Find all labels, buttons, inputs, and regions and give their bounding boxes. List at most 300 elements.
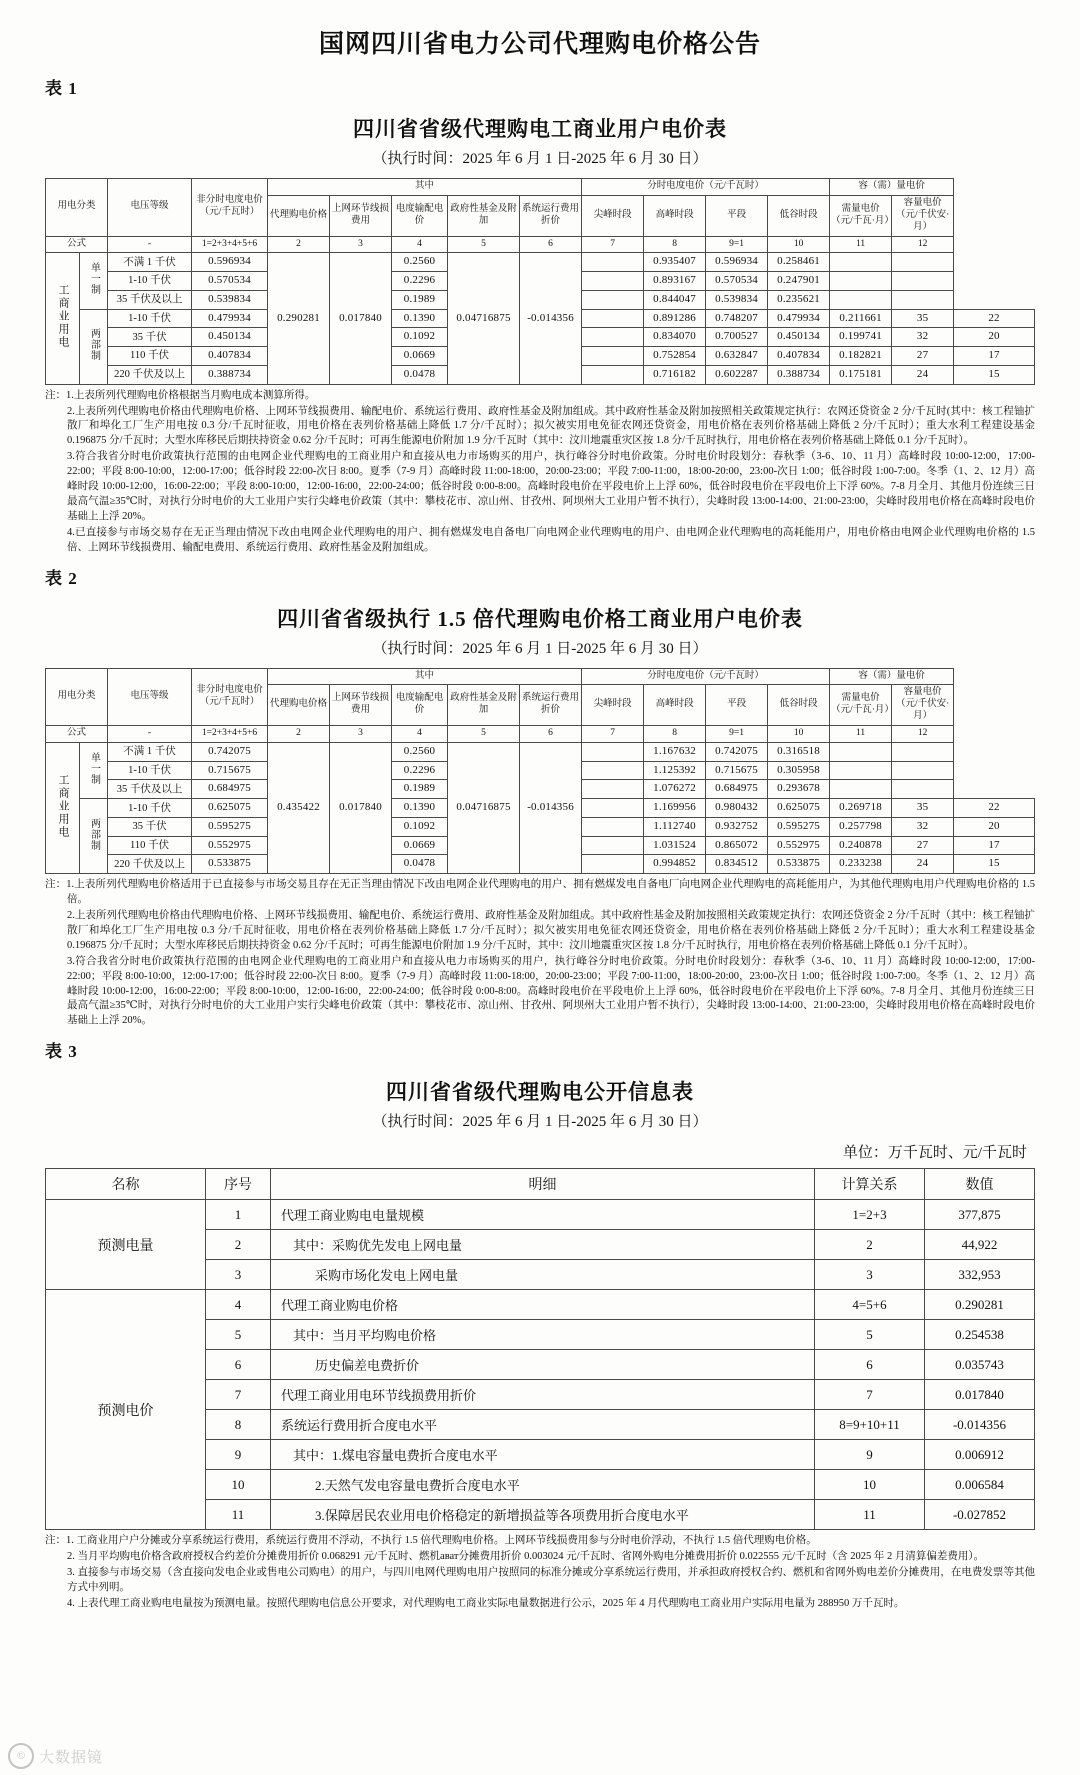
table1-header-row-1 <box>46 179 1035 196</box>
th3-name: 名称 <box>46 1169 206 1200</box>
th2-flat: 平段 <box>706 685 768 726</box>
t3-rel-8: 9 <box>815 1440 925 1470</box>
t3-rel-4: 5 <box>815 1320 925 1350</box>
t2-mid-0: 0.742075 <box>706 742 768 761</box>
t1-flatseg-3: 0.479934 <box>768 309 830 328</box>
t1-mid-3: 0.748207 <box>706 309 768 328</box>
t2-peak-3: 1.169956 <box>644 799 706 818</box>
t3-seq-6: 7 <box>206 1380 271 1410</box>
t1-valley-1: 0.247901 <box>768 272 830 291</box>
table3-notes <box>45 1534 1035 1612</box>
th2-formula-voltage: - <box>108 726 192 743</box>
t1-voltage-1: 1-10 千伏 <box>108 272 192 291</box>
t3-rel-1: 2 <box>815 1230 925 1260</box>
t3-val-10: -0.027852 <box>925 1500 1035 1530</box>
th-flat-price-line1: 非分时电度电价 <box>196 195 263 206</box>
table1-period: （执行时间：2025 年 6 月 1 日-2025 年 6 月 30 日） <box>372 151 708 167</box>
t3-rel-9: 10 <box>815 1470 925 1500</box>
t3-rel-6: 7 <box>815 1380 925 1410</box>
th-voltage: 电压等级 <box>108 179 192 237</box>
th2-formula-3: 3 <box>330 726 392 743</box>
t2-flatseg-3: 0.625075 <box>768 799 830 818</box>
t1-peak-1: 0.893167 <box>644 272 706 291</box>
t1-flat-4: 0.450134 <box>192 328 268 347</box>
th-formula-12: 12 <box>892 236 954 253</box>
t2-peak-1: 1.125392 <box>644 761 706 780</box>
t2-valley-4: 0.257798 <box>830 817 892 836</box>
table1-label: 表 1 <box>45 79 78 98</box>
t2-flatseg-6: 0.533875 <box>768 855 830 874</box>
t2-mid-1: 0.715675 <box>706 761 768 780</box>
th-capacity-price <box>892 195 954 236</box>
table3-unit: 单位：万千瓦时、元/千瓦时 <box>842 1145 1027 1162</box>
watermark-text: 大数据镜 <box>39 1749 104 1766</box>
th-formula-10: 10 <box>768 236 830 253</box>
th-sharp: 尖峰时段 <box>582 195 644 236</box>
t1-flat-1: 0.570534 <box>192 272 268 291</box>
t2-peak-6: 0.994852 <box>644 855 706 874</box>
table2-note-1: 注：1.上表所列代理购电价格适用于已直接参与市场交易且存在无正当理由情况下改由电网企业代理购电的用户、拥有燃煤发电自备电厂向电网企业代理购电的高耗能用户，为其他代理购电用户代理购电价格的 1.5 倍。 <box>45 879 1035 906</box>
t2-trans-1: 0.2296 <box>392 761 448 780</box>
t1-sub-single-text: 单一制 <box>88 262 100 296</box>
t2-sharp-4 <box>582 817 644 836</box>
t1-trans-0: 0.2560 <box>392 253 448 272</box>
t2-capacity-0 <box>892 742 954 761</box>
t2-capacity-6: 15 <box>954 855 1035 874</box>
t1-sharp-4 <box>582 328 644 347</box>
t1-voltage-4: 35 千伏 <box>108 328 192 347</box>
t3-rel-0: 1=2+3 <box>815 1200 925 1230</box>
t1-sys-op: -0.014356 <box>520 253 582 384</box>
t2-demand-1 <box>830 761 892 780</box>
t3-val-6: 0.017840 <box>925 1380 1035 1410</box>
t2-capacity-3: 22 <box>954 799 1035 818</box>
th2-formula-9: 9=1 <box>706 726 768 743</box>
t2-flat-4: 0.595275 <box>192 817 268 836</box>
t1-valley-3: 0.211661 <box>830 309 892 328</box>
th3-relation: 计算关系 <box>815 1169 925 1200</box>
th-formula-flat: 1=2+3+4+5+6 <box>192 236 268 253</box>
t1-mid-6: 0.602287 <box>706 365 768 384</box>
table2-period: （执行时间：2025 年 6 月 1 日-2025 年 6 月 30 日） <box>372 640 708 657</box>
t2-mid-4: 0.932752 <box>706 817 768 836</box>
t2-trans-2: 0.1989 <box>392 780 448 799</box>
t2-trans-3: 0.1390 <box>392 799 448 818</box>
th-formula-8: 8 <box>644 236 706 253</box>
th2-sharp: 尖峰时段 <box>582 685 644 726</box>
t2-voltage-4: 35 千伏 <box>108 817 192 836</box>
th-demand-price <box>830 195 892 236</box>
watermark <box>8 1743 103 1769</box>
t1-trans-6: 0.0478 <box>392 365 448 384</box>
t1-sharp-3 <box>582 309 644 328</box>
t2-peak-2: 1.076272 <box>644 780 706 799</box>
t1-peak-3: 0.891286 <box>644 309 706 328</box>
th2-flat-price-line2: （元/千瓦时） <box>199 696 260 707</box>
t2-capacity-4: 20 <box>954 817 1035 836</box>
t2-capacity-2 <box>892 780 954 799</box>
t1-valley-5: 0.182821 <box>830 347 892 366</box>
th2-formula-8: 8 <box>644 726 706 743</box>
t2-voltage-0: 不满 1 千伏 <box>108 742 192 761</box>
t3-detail-6: 代理工商业用电环节线损费用折价 <box>271 1380 815 1410</box>
t3-group-2: 预测电价 <box>46 1290 206 1530</box>
th2-tou-group: 分时电度电价（元/千瓦时） <box>582 668 830 685</box>
t2-sharp-2 <box>582 780 644 799</box>
t2-flat-0: 0.742075 <box>192 742 268 761</box>
t2-mid-3: 0.980432 <box>706 799 768 818</box>
t3-val-1: 44,922 <box>925 1230 1035 1260</box>
th-demand-price-line2: （元/千瓦·月） <box>831 215 894 226</box>
t2-flatseg-5: 0.552975 <box>768 836 830 855</box>
t1-capacity-5: 17 <box>954 347 1035 366</box>
table2-note-3: 3.符合我省分时电价政策执行范围的由电网企业代理购电的工商业用户和直接从电力市场购买的用户，执行峰谷分时电价政策。分时电价时段划分：春秋季（3-6、10、11 月）高峰时段 10:00-12:00，17:00-22:00；平段 8:00-10:00，12:00-17:00；低谷时段 22:00-次日 8:00。夏季（7-9 月）高峰时段 11:00-18:00，20:00-23:00；平段 7:00-11:00，18:00-20:00，23:00-次日 1:00；低谷时段 1:00-7:00。冬季（1、2、12 月）高峰时段 10:00-12:00，16:00-22:00；平段 8:00-10:00，12:00-16:00，22:00-24:00；低谷时段 0:00-8:00。高峰时段电价在平段电价上上浮 60%，低谷时段电价在平段电价上下浮 60%。7-8 月全月、其他月份连续三日最高气温≥35℃时，对执行分时电价的大工业用户实行尖峰电价政策（其中：攀枝花市、凉山州、甘孜州、阿坝州大工业用户暂不执行），尖峰时段 13:00-14:00、21:00-23:00，尖峰时段用电价格在高峰时段电价基础上上浮 20%。 <box>67 955 1035 1027</box>
t2-valley-6: 0.233238 <box>830 855 892 874</box>
th2-formula-2: 2 <box>268 726 330 743</box>
t1-flat-5: 0.407834 <box>192 347 268 366</box>
t2-voltage-5: 110 千伏 <box>108 836 192 855</box>
t1-mid-0: 0.596934 <box>706 253 768 272</box>
table1-note-3: 3.符合我省分时电价政策执行范围的由电网企业代理购电的工商业用户和直接从电力市场购买的用户，执行峰谷分时电价政策。分时电价时段划分：春秋季（3-6、10、11 月）高峰时段 10:00-12:00，17:00-22:00；平段 8:00-10:00，12:00-17:00；低谷时段 22:00-次日 8:00。夏季（7-9 月）高峰时段 11:00-18:00，20:00-23:00；平段 7:00-11:00，18:00-20:00，23:00-次日 1:00；低谷时段 1:00-7:00。冬季（1、2、12 月）高峰时段 10:00-12:00，16:00-22:00；平段 8:00-10:00，12:00-16:00，22:00-24:00；低谷时段 0:00-8:00。高峰时段电价在平段电价上上浮 60%，低谷时段电价在平段电价上下浮 60%。7-8 月全月、其他月份连续三日最高气温≥35℃时，对执行分时电价的大工业用户实行尖峰电价政策（其中：攀枝花市、凉山州、甘孜州、阿坝州大工业用户暂不执行），尖峰时段 13:00-14:00、21:00-23:00，尖峰时段用电价格在高峰时段电价基础上上浮 20%。 <box>67 451 1035 522</box>
t1-demand-4: 32 <box>892 328 954 347</box>
table3-note-3: 3. 直接参与市场交易（含直接向发电企业或售电公司购电）的用户，与四川电网代理购电用户按照同的标准分摊或分享系统运行费用，并承担政府授权合约、燃机和省网外购电差价分摊费用，在电费发票等其他方式中列明。 <box>67 1567 1035 1593</box>
th2-agent-price: 代理购电价格 <box>268 685 330 726</box>
t2-sub-two-text: 两部制 <box>88 817 100 851</box>
table3-label: 表 3 <box>45 1042 78 1062</box>
t1-valley-6: 0.175181 <box>830 365 892 384</box>
t1-mid-2: 0.539834 <box>706 290 768 309</box>
th2-formula-12: 12 <box>892 726 954 743</box>
t1-mid-1: 0.570534 <box>706 272 768 291</box>
t2-demand-3: 35 <box>892 799 954 818</box>
t1-sharp-0 <box>582 253 644 272</box>
t2-sharp-3 <box>582 799 644 818</box>
table2-notes <box>45 878 1035 1029</box>
t3-val-8: 0.006912 <box>925 1440 1035 1470</box>
t2-voltage-3: 1-10 千伏 <box>108 799 192 818</box>
t2-group-label <box>46 742 80 873</box>
t1-group-label <box>46 253 80 384</box>
t2-valley-0: 0.316518 <box>768 742 830 761</box>
t3-seq-5: 6 <box>206 1350 271 1380</box>
t2-flat-5: 0.552975 <box>192 836 268 855</box>
t2-flat-3: 0.625075 <box>192 799 268 818</box>
th2-formula-7: 7 <box>582 726 644 743</box>
t2-group-label-text: 工商业用电 <box>57 773 69 839</box>
t3-rel-10: 11 <box>815 1500 925 1530</box>
t1-flatseg-5: 0.407834 <box>768 347 830 366</box>
th-tou-group: 分时电度电价（元/千瓦时） <box>582 179 830 196</box>
th2-formula-11: 11 <box>830 726 892 743</box>
th-formula-2: 2 <box>268 236 330 253</box>
t3-seq-4: 5 <box>206 1320 271 1350</box>
t3-detail-0: 代理工商业购电电量规模 <box>271 1200 815 1230</box>
table3 <box>45 1168 1035 1530</box>
t3-rel-5: 6 <box>815 1350 925 1380</box>
t2-sharp-0 <box>582 742 644 761</box>
t1-capacity-3: 22 <box>954 309 1035 328</box>
t1-capacity-2 <box>892 290 954 309</box>
t2-sub-single <box>80 742 108 798</box>
t1-capacity-6: 15 <box>954 365 1035 384</box>
t2-sharp-6 <box>582 855 644 874</box>
table1-note-2: 2.上表所列代理购电价格由代理购电价格、上网环节线损费用、输配电价、系统运行费用、政府性基金及附加组成。其中政府性基金及附加按照相关政策规定执行：农网还贷资金 2 分/千瓦时(其中：核工程铀扩散厂和埠化工厂生产用电按 0.3 分/千瓦时征收，用电价格在表列价格基础上降低 1.7 分/千瓦时）；拟欠被实用电免征农网还贷资金，用电价格在表列价格基础上降低 2 分/千瓦时）；重大水利工程建设基金 0.196875 分/千瓦时；大型水库移民后期扶持资金 0.62 分/千瓦时；可再生能源电价附加 1.9 分/千瓦时（其中：汶川地震重灾区按 1.8 分/千瓦时执行，用电价格在表列价格基础上降低 0.1 分/千瓦时）。 <box>67 405 1035 447</box>
t1-flat-0: 0.596934 <box>192 253 268 272</box>
th-formula-11: 11 <box>830 236 892 253</box>
t1-sub-two-text: 两部制 <box>88 328 100 362</box>
t1-voltage-6: 220 千伏及以上 <box>108 365 192 384</box>
t3-val-4: 0.254538 <box>925 1320 1035 1350</box>
t2-capacity-1 <box>892 761 954 780</box>
t3-detail-10: 3.保障居民农业用电价格稳定的新增损益等各项费用折合度电水平 <box>271 1500 815 1530</box>
t2-mid-6: 0.834512 <box>706 855 768 874</box>
th2-capacity-price <box>892 685 954 726</box>
t2-demand-6: 24 <box>892 855 954 874</box>
t3-seq-2: 3 <box>206 1260 271 1290</box>
t1-demand-0 <box>830 253 892 272</box>
table3-title: 四川省省级代理购电公开信息表 <box>386 1080 694 1105</box>
t1-grid-loss: 0.017840 <box>330 253 392 384</box>
th2-transmission: 电度输配电价 <box>392 685 448 726</box>
t2-trans-6: 0.0478 <box>392 855 448 874</box>
table2-note-2: 2.上表所列代理购电价格由代理购电价格、上网环节线损费用、输配电价、系统运行费用、政府性基金及附加组成。其中政府性基金及附加按照相关政策规定执行：农网还贷资金 2 分/千瓦时（其中：核工程铀扩散厂和埠化工厂生产用电按 0.3 分/千瓦时征收，用电价格在表列价格基础上降低 1.7 分/千瓦时）；拟欠被实用电免征农网还贷资金，用电价格在表列价格基础上降低 2 分/千瓦时）；重大水利工程建设基金 0.196875 分/千瓦时；大型水库移民后期扶持资金 0.62 分/千瓦时；可再生能源电价附加 1.9 分/千瓦时，其中：汶川地震重灾区按 1.8 分/千瓦时执行，用电价格在表列价格基础上降低 0.1 分/千瓦时）。 <box>67 910 1035 951</box>
th-flat: 平段 <box>706 195 768 236</box>
t1-gov-fund: 0.04716875 <box>448 253 520 384</box>
t3-val-9: 0.006584 <box>925 1470 1035 1500</box>
th2-flat-price <box>192 668 268 726</box>
t2-sys-op: -0.014356 <box>520 742 582 873</box>
t1-voltage-2: 35 千伏及以上 <box>108 290 192 309</box>
t1-sharp-5 <box>582 347 644 366</box>
th2-sys-op: 系统运行费用折价 <box>520 685 582 726</box>
t1-agent-price: 0.290281 <box>268 253 330 384</box>
th2-flat-price-line1: 非分时电度电价 <box>196 684 263 695</box>
t1-trans-4: 0.1092 <box>392 328 448 347</box>
t3-detail-9: 2.天然气发电容量电费折合度电水平 <box>271 1470 815 1500</box>
t3-detail-8: 其中：1.煤电容量电费折合度电水平 <box>271 1440 815 1470</box>
t2-trans-5: 0.0669 <box>392 836 448 855</box>
t2-flat-6: 0.533875 <box>192 855 268 874</box>
t3-rel-2: 3 <box>815 1260 925 1290</box>
th-formula-voltage: - <box>108 236 192 253</box>
t2-voltage-6: 220 千伏及以上 <box>108 855 192 874</box>
th2-formula-4: 4 <box>392 726 448 743</box>
th-capacity-price-line2: （元/千伏安·月） <box>895 209 950 232</box>
t1-sharp-2 <box>582 290 644 309</box>
t3-detail-2: 采购市场化发电上网电量 <box>271 1260 815 1290</box>
t1-capacity-4: 20 <box>954 328 1035 347</box>
t1-peak-2: 0.844047 <box>644 290 706 309</box>
t3-seq-3: 4 <box>206 1290 271 1320</box>
t2-gov-fund: 0.04716875 <box>448 742 520 873</box>
t2-voltage-1: 1-10 千伏 <box>108 761 192 780</box>
th-formula-5: 5 <box>448 236 520 253</box>
t1-mid-4: 0.700527 <box>706 328 768 347</box>
th-grid-loss: 上网环节线损费用 <box>330 195 392 236</box>
t3-detail-4: 其中：当月平均购电价格 <box>271 1320 815 1350</box>
table3-period: （执行时间：2025 年 6 月 1 日-2025 年 6 月 30 日） <box>372 1114 708 1131</box>
t3-rel-7: 8=9+10+11 <box>815 1410 925 1440</box>
t3-seq-9: 10 <box>206 1470 271 1500</box>
t3-detail-1: 其中：采购优先发电上网电量 <box>271 1230 815 1260</box>
t3-group-1: 预测电量 <box>46 1200 206 1290</box>
t3-seq-7: 8 <box>206 1410 271 1440</box>
th-formula-3: 3 <box>330 236 392 253</box>
t2-peak-0: 1.167632 <box>644 742 706 761</box>
table3-note-4: 4. 上表代理工商业购电电量按为预测电量。按照代理购电信息公开要求，对代理购电工商业实际电量数据进行公示，2025 年 4 月代理购电工商业用户实际用电量为 288950 万千瓦时。 <box>67 1597 905 1609</box>
t2-peak-5: 1.031524 <box>644 836 706 855</box>
th2-valley: 低谷时段 <box>768 685 830 726</box>
table-row <box>46 253 1035 272</box>
t2-sub-single-text: 单一制 <box>88 752 100 786</box>
t3-val-3: 0.290281 <box>925 1290 1035 1320</box>
t1-peak-0: 0.935407 <box>644 253 706 272</box>
th2-demand-price-line1: 需量电价 <box>841 693 880 704</box>
th2-peak: 高峰时段 <box>644 685 706 726</box>
t1-sub-single <box>80 253 108 309</box>
table2-label: 表 2 <box>45 568 78 588</box>
th-agent-price: 代理购电价格 <box>268 195 330 236</box>
t2-capacity-5: 17 <box>954 836 1035 855</box>
t1-peak-6: 0.716182 <box>644 365 706 384</box>
t2-valley-5: 0.240878 <box>830 836 892 855</box>
t1-trans-1: 0.2296 <box>392 272 448 291</box>
t2-voltage-2: 35 千伏及以上 <box>108 780 192 799</box>
table2-title: 四川省省级执行 1.5 倍代理购电价格工商业用户电价表 <box>277 606 803 631</box>
t1-demand-3: 35 <box>892 309 954 328</box>
t3-seq-10: 11 <box>206 1500 271 1530</box>
th-formula-label: 公式 <box>46 236 108 253</box>
th-category: 用电分类 <box>46 179 108 237</box>
t1-flat-2: 0.539834 <box>192 290 268 309</box>
th-capacity-price-line1: 容量电价 <box>903 197 942 208</box>
t1-demand-1 <box>830 272 892 291</box>
watermark-logo-icon: © <box>8 1743 34 1769</box>
th-capacity-group: 容（需）量电价 <box>830 179 954 196</box>
t1-demand-2 <box>830 290 892 309</box>
table-row <box>46 1200 1035 1230</box>
t2-trans-0: 0.2560 <box>392 742 448 761</box>
t2-peak-4: 1.112740 <box>644 817 706 836</box>
t3-detail-7: 系统运行费用折合度电水平 <box>271 1410 815 1440</box>
t1-demand-6: 24 <box>892 365 954 384</box>
t1-group-label-text: 工商业用电 <box>57 283 69 349</box>
table2 <box>45 668 1035 875</box>
t3-detail-5: 历史偏差电费折价 <box>271 1350 815 1380</box>
t1-valley-4: 0.199741 <box>830 328 892 347</box>
t2-flatseg-4: 0.595275 <box>768 817 830 836</box>
th-flat-price-line2: （元/千瓦时） <box>199 207 260 218</box>
t2-sub-two <box>80 799 108 874</box>
t1-peak-5: 0.752854 <box>644 347 706 366</box>
t2-sharp-5 <box>582 836 644 855</box>
t2-demand-2 <box>830 780 892 799</box>
t3-detail-3: 代理工商业购电价格 <box>271 1290 815 1320</box>
t2-sharp-1 <box>582 761 644 780</box>
th2-qizhong: 其中 <box>268 668 582 685</box>
th-formula-6: 6 <box>520 236 582 253</box>
th-sys-op: 系统运行费用折价 <box>520 195 582 236</box>
t1-sharp-6 <box>582 365 644 384</box>
t1-capacity-0 <box>892 253 954 272</box>
table1-note-1: 注：1.上表所列代理购电价格根据当月购电成本测算所得。 <box>45 389 316 401</box>
th-valley: 低谷时段 <box>768 195 830 236</box>
th-gov-fund: 政府性基金及附加 <box>448 195 520 236</box>
th2-formula-flat: 1=2+3+4+5+6 <box>192 726 268 743</box>
th-peak: 高峰时段 <box>644 195 706 236</box>
table1-note-4: 4.已直接参与市场交易存在无正当理由情况下改由电网企业代理购电的用户、拥有燃煤发电自备电厂向电网企业代理购电的用户、由电网企业代理购电的高耗能用户，用电价格由电网企业代理购电价格的 1.5 倍、上网环节线损费用、输配电费用、系统运行费用、政府性基金及附加组成。 <box>67 526 1035 553</box>
t3-seq-1: 2 <box>206 1230 271 1260</box>
th2-capacity-group: 容（需）量电价 <box>830 668 954 685</box>
t1-trans-3: 0.1390 <box>392 309 448 328</box>
t1-trans-2: 0.1989 <box>392 290 448 309</box>
th-qizhong: 其中 <box>268 179 582 196</box>
t3-val-5: 0.035743 <box>925 1350 1035 1380</box>
th3-detail: 明细 <box>271 1169 815 1200</box>
th2-demand-price-line2: （元/千瓦·月） <box>831 705 894 716</box>
th2-gov-fund: 政府性基金及附加 <box>448 685 520 726</box>
t2-mid-2: 0.684975 <box>706 780 768 799</box>
t2-demand-4: 32 <box>892 817 954 836</box>
table2-header-row-1 <box>46 668 1035 685</box>
document-title: 国网四川省电力公司代理购电价格公告 <box>318 31 761 58</box>
table3-note-1: 注：1. 工商业用户户分摊或分享系统运行费用，系统运行费用不浮动，不执行 1.5 倍代理购电价格。上网环节线损费用参与分时电价浮动，不执行 1.5 倍代理购电价格。 <box>45 1535 817 1547</box>
th-demand-price-line1: 需量电价 <box>841 203 880 214</box>
t2-demand-0 <box>830 742 892 761</box>
table2-formula-row <box>46 726 1035 743</box>
t2-valley-2: 0.293678 <box>768 780 830 799</box>
t2-flat-2: 0.684975 <box>192 780 268 799</box>
t1-demand-5: 27 <box>892 347 954 366</box>
th-flat-price <box>192 179 268 237</box>
t2-flat-1: 0.715675 <box>192 761 268 780</box>
t1-peak-4: 0.834070 <box>644 328 706 347</box>
th2-formula-label: 公式 <box>46 726 108 743</box>
th3-seq: 序号 <box>206 1169 271 1200</box>
table-row <box>46 1290 1035 1320</box>
table-row <box>46 742 1035 761</box>
t1-trans-5: 0.0669 <box>392 347 448 366</box>
th-transmission: 电度输配电价 <box>392 195 448 236</box>
t3-val-0: 377,875 <box>925 1200 1035 1230</box>
table3-note-2: 2. 当月平均购电价格含政府授权合约差价分摊费用折价 0.068291 元/千瓦时、燃机ават分摊费用折价 0.003024 元/千瓦时、省网外购电分摊费用折价 0.022555 元/千瓦时（含 2025 年 2 月清算偏差费用）。 <box>67 1551 985 1563</box>
t3-seq-8: 9 <box>206 1440 271 1470</box>
t2-mid-5: 0.865072 <box>706 836 768 855</box>
th-formula-4: 4 <box>392 236 448 253</box>
th3-value: 数值 <box>925 1169 1035 1200</box>
th2-capacity-price-line1: 容量电价 <box>903 687 942 698</box>
th2-formula-6: 6 <box>520 726 582 743</box>
t1-valley-2: 0.235621 <box>768 290 830 309</box>
t1-flat-3: 0.479934 <box>192 309 268 328</box>
th2-category: 用电分类 <box>46 668 108 726</box>
t1-valley-0: 0.258461 <box>768 253 830 272</box>
table1-title: 四川省省级代理购电工商业用户电价表 <box>353 117 727 141</box>
t2-demand-5: 27 <box>892 836 954 855</box>
t2-grid-loss: 0.017840 <box>330 742 392 873</box>
t2-valley-3: 0.269718 <box>830 799 892 818</box>
t1-sharp-1 <box>582 272 644 291</box>
t1-flatseg-4: 0.450134 <box>768 328 830 347</box>
table1 <box>45 178 1035 385</box>
t1-flatseg-6: 0.388734 <box>768 365 830 384</box>
t2-valley-1: 0.305958 <box>768 761 830 780</box>
t3-rel-3: 4=5+6 <box>815 1290 925 1320</box>
t3-seq-0: 1 <box>206 1200 271 1230</box>
th-formula-9: 9=1 <box>706 236 768 253</box>
table3-header-row <box>46 1169 1035 1200</box>
th2-demand-price <box>830 685 892 726</box>
